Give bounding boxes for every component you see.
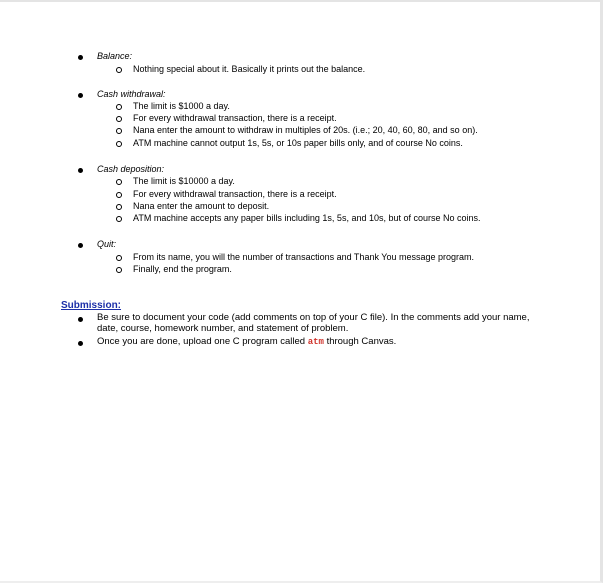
list-item: Finally, end the program. [116,264,596,276]
filename-code: atm [307,337,324,347]
circle-bullet-icon [116,255,122,261]
list-item: For every withdrawal transaction, there is a receipt. [116,113,596,125]
circle-bullet-icon [116,267,122,273]
circle-bullet-icon [116,67,122,73]
section-title: Cash withdrawal: [97,89,166,99]
circle-bullet-icon [116,104,122,110]
list-item: The limit is $10000 a day. [116,176,596,188]
submission-item-document: Be sure to document your code (add comments on top of your C file). In the comments add your name, date, course, homework number, and statement of problem. [97,312,530,334]
list-item: The limit is $1000 a day. [116,101,596,113]
list-item: Nana enter the amount to withdraw in multiples of 20s. (i.e.; 20, 40, 60, 80, and so on). [116,125,596,137]
circle-bullet-icon [116,216,122,222]
bullet-icon [78,55,83,60]
list-item: From its name, you will the number of transactions and Thank You message program. [116,252,596,264]
circle-bullet-icon [116,141,122,147]
bullet-icon [78,243,83,248]
circle-bullet-icon [116,192,122,198]
list-item: For every withdrawal transaction, there is a receipt. [116,189,596,201]
bullet-icon [78,317,83,322]
section-title: Quit: [97,239,117,249]
circle-bullet-icon [116,179,122,185]
circle-bullet-icon [116,116,122,122]
section-title: Balance: [97,51,133,61]
list-item: ATM machine accepts any paper bills including 1s, 5s, and 10s, but of course No coins. [116,213,596,225]
list-item: Nana enter the amount to deposit. [116,201,596,213]
section-title: Cash deposition: [97,164,165,174]
bullet-icon [78,93,83,98]
list-item: ATM machine cannot output 1s, 5s, or 10s paper bills only, and of course No coins. [116,138,596,150]
circle-bullet-icon [116,128,122,134]
list-item: Nothing special about it. Basically it prints out the balance. [116,64,596,76]
submission-item-upload: Once you are done, upload one C program called atm through Canvas. [97,336,397,347]
circle-bullet-icon [116,204,122,210]
bullet-icon [78,341,83,346]
bullet-icon [78,168,83,173]
submission-heading: Submission: [61,300,122,311]
